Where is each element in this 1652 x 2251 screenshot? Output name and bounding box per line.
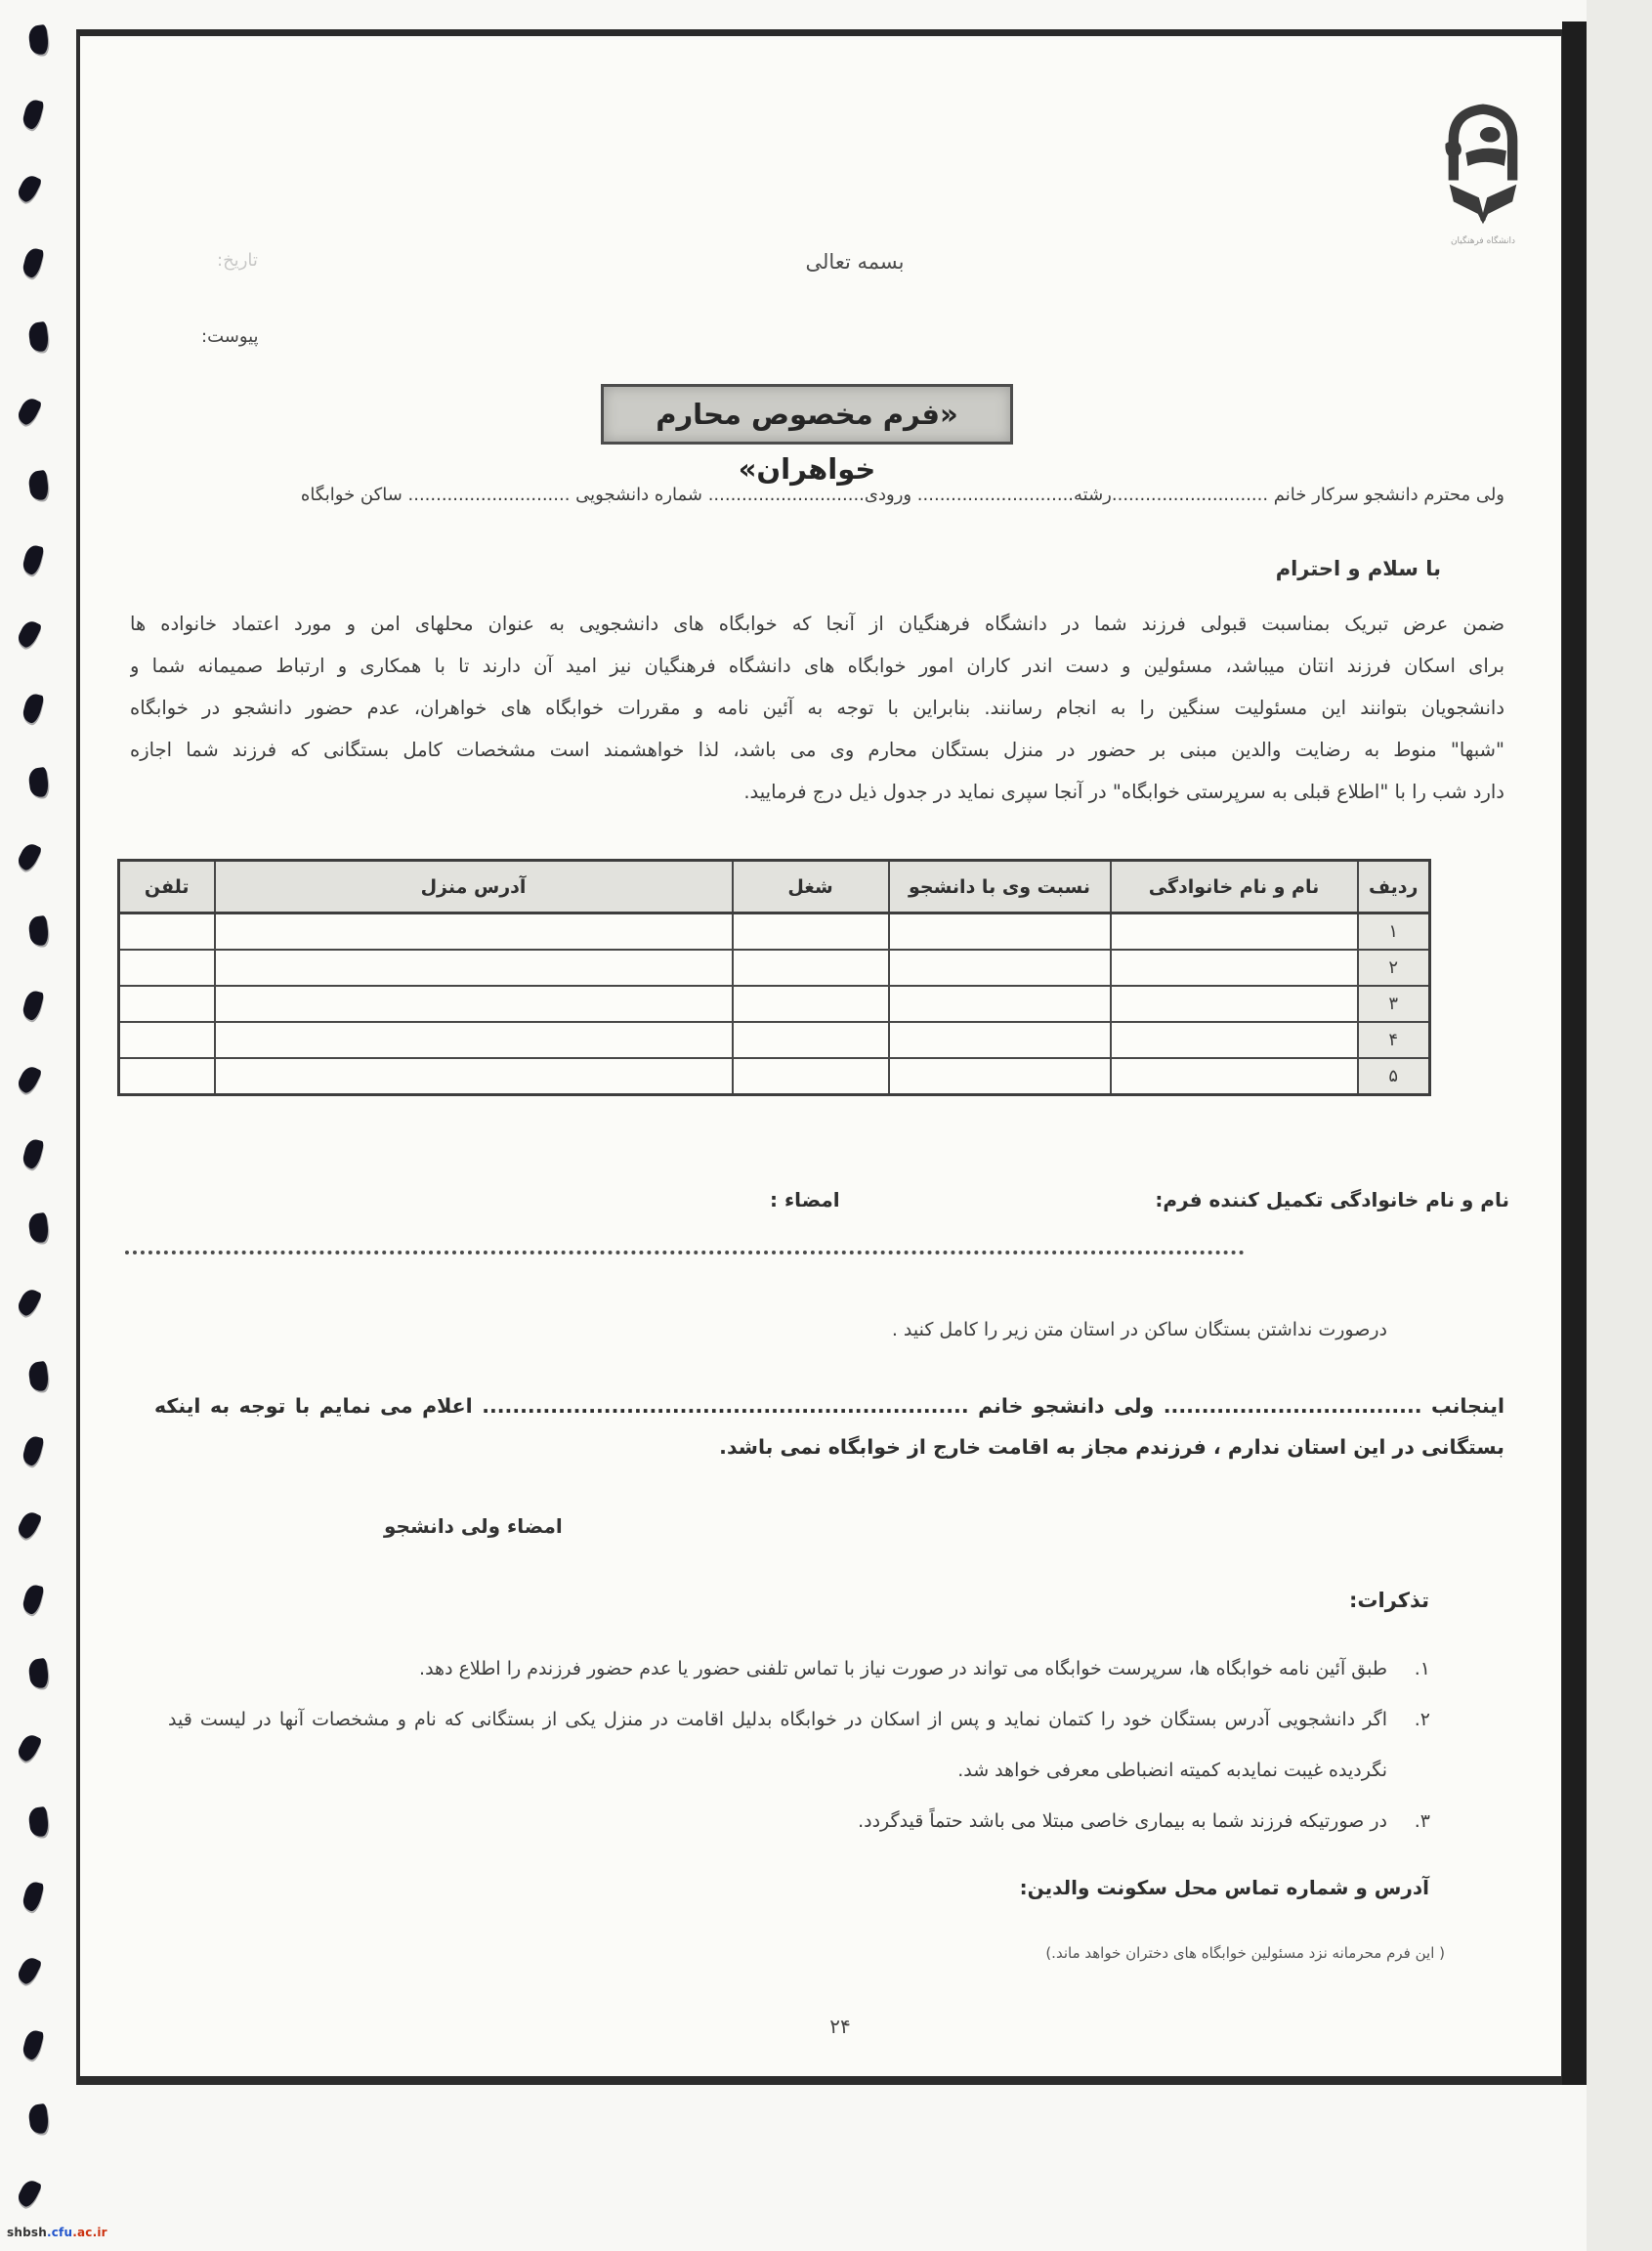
binding-coil-mark [27,1658,50,1689]
university-emblem-icon [1432,98,1534,234]
body-paragraph [130,603,1504,813]
binding-coil-mark [27,1806,50,1838]
parents-address-heading: آدرس و شماره تماس محل سکونت والدین: [1019,1876,1429,1899]
empty-cell [733,950,889,986]
col-header-relation: نسبت وی با دانشجو [889,861,1111,913]
binding-coil-mark [16,841,43,872]
note-item [168,1694,1430,1796]
watermark-part: shbsh [7,2226,47,2239]
binding-coil-mark [16,173,43,204]
row-number-cell: ۳ [1358,986,1430,1022]
empty-cell [1111,986,1358,1022]
relatives-table [117,859,1431,1096]
binding-coil-mark [21,246,45,278]
binding-coil-mark [21,98,45,130]
binding-coil-mark [21,1880,45,1912]
body-line: برای اسکان فرزند انتان میباشد، مسئولین و دست اندر کاران امور خوابگاه های دانشگاه فرهنگیان نیز امید آن دارند تا با همکاری و ارتباط صمیمانه شما و [130,655,1504,677]
declaration-line: اینجانب .................................. ولی دانشجو خانم ................................................................ اعلام می نمایم با توجه به اینکه [154,1394,1504,1418]
empty-cell [733,913,889,951]
empty-cell [1111,1058,1358,1095]
farhangian-university-logo [1419,98,1547,269]
empty-cell [215,950,733,986]
scan-edge-shadow [1562,21,1587,2085]
empty-cell [889,950,1111,986]
binding-coil-mark [27,24,50,56]
guardian-declaration [154,1385,1504,1467]
binding-coil-mark [16,1064,43,1095]
confidential-note: ( این فرم محرمانه نزد مسئولین خوابگاه های دختران خواهد ماند.) [1045,1944,1445,1962]
table-row [119,950,1430,986]
binding-coil-mark [21,1583,45,1615]
empty-cell [119,913,215,951]
row-number-cell: ۵ [1358,1058,1430,1095]
empty-cell [215,1058,733,1095]
logo-caption: دانشگاه فرهنگیان [1450,236,1516,246]
date-label: تاریخ: [217,250,258,271]
binding-coil-mark [16,1509,43,1541]
note-number: ۲. [1414,1709,1430,1730]
binding-coil-mark [27,915,50,947]
table-row [119,1058,1430,1095]
dotted-fill-line [125,1251,1245,1254]
row-number-cell: ۴ [1358,1022,1430,1058]
binding-coil-mark [27,767,50,798]
binding-coil-mark [16,396,43,427]
table-row [119,1022,1430,1058]
form-title: «فرم مخصوص محارم خواهران» [601,384,1013,445]
body-line: ضمن عرض تبریک بمناسبت قبولی فرزند شما در دانشگاه فرهنگیان از آنجا که خوابگاه های دانشجویی به عنوان محلهای امن و مورد اعتماد خانواده ها [130,613,1504,635]
empty-cell [215,1022,733,1058]
page-number: ۲۴ [829,2015,851,2038]
binding-coils [16,25,66,2243]
binding-coil-mark [16,1955,43,1986]
binding-coil-mark [27,1212,50,1244]
binding-coil-mark [21,543,45,575]
empty-cell [889,913,1111,951]
body-line: دانشجویان بتوانند این مسئولیت سنگین را به انجام رسانند. بنابراین با توجه به آئین نامه و مقررات خوابگاه های خواهران، عدم حضور دانشجو در خوابگاه [130,697,1504,719]
notes-heading: تذکرات: [1349,1589,1429,1612]
note-number: ۱. [1414,1658,1430,1679]
salutation-heading: با سلام و احترام [1275,557,1441,580]
binding-coil-mark [21,989,45,1021]
watermark-part: .cfu [46,2226,73,2239]
body-line: دارد شب را با "اطلاع قبلی به سرپرستی خوابگاه" در آنجا سپری نماید در جدول ذیل درج فرمایید. [743,781,1504,803]
binding-coil-mark [21,1137,45,1169]
empty-cell [1111,1022,1358,1058]
body-line: "شبها" منوط به رضایت والدین مبنی بر حضور در منزل بستگان محارم وی می باشد، لذا خواهشمند است مشخصات کامل بستگانی که فرزند شما اجازه [130,739,1504,761]
empty-cell [1111,950,1358,986]
signature-label: امضاء : [770,1188,840,1211]
table-row [119,913,1430,951]
table-header-row [119,861,1430,913]
note-text: طبق آئین نامه خوابگاه ها، سرپرست خوابگاه می تواند در صورت نیاز با تماس تلفنی حضور یا عدم حضور فرزندم را اطلاع دهد. [419,1658,1387,1679]
table-row [119,986,1430,1022]
binding-coil-mark [27,470,50,501]
binding-coil-mark [27,2103,50,2135]
scan-right-margin [1587,0,1652,2251]
empty-cell [889,986,1111,1022]
empty-cell [119,1022,215,1058]
declaration-line: بستگانی در این استان ندارم ، فرزندم مجاز به اقامت خارج از خوابگاه نمی باشد. [719,1435,1504,1459]
addressee-fill-in-line: ولی محترم دانشجو سرکار خانم ............................رشته............................ ورودی............................ شماره دانشجویی ............................. ساکن خوابگاه [300,485,1504,505]
binding-coil-mark [21,1434,45,1466]
empty-cell [733,1058,889,1095]
col-header-phone: تلفن [119,861,215,913]
guardian-signature-label: امضاء ولی دانشجو [384,1514,563,1538]
empty-cell [119,986,215,1022]
col-header-row-number: ردیف [1358,861,1430,913]
note-item [168,1643,1430,1694]
notes-list [168,1643,1430,1847]
attachment-label: پیوست: [201,326,259,347]
col-header-home-address: آدرس منزل [215,861,733,913]
binding-coil-mark [21,692,45,724]
form-completer-name-label: نام و نام خانوادگی تکمیل کننده فرم: [1155,1188,1509,1211]
empty-cell [119,950,215,986]
binding-coil-mark [27,1361,50,1392]
empty-cell [215,913,733,951]
binding-coil-mark [21,2028,45,2060]
no-relatives-instruction: درصورت نداشتن بستگان ساکن در استان متن زیر را کامل کنید . [891,1319,1387,1340]
col-header-full-name: نام و نام خانوادگی [1111,861,1358,913]
row-number-cell: ۲ [1358,950,1430,986]
bismillah-heading: بسمه تعالی [805,250,905,274]
note-text: اگر دانشجویی آدرس بستگان خود را کتمان نماید و پس از اسکان در خوابگاه بدلیل اقامت در منزل یکی از بستگانی که نام و مشخصات آنها در لیست قید نگردیده غیبت نمایدبه کمیته انضباطی معرفی خواهد شد. [168,1709,1387,1781]
empty-cell [119,1058,215,1095]
binding-coil-mark [16,2178,43,2209]
empty-cell [215,986,733,1022]
empty-cell [733,1022,889,1058]
note-text: در صورتیکه فرزند شما به بیماری خاصی مبتلا می باشد حتماً قیدگردد. [858,1810,1387,1832]
note-number: ۳. [1414,1810,1430,1832]
empty-cell [889,1022,1111,1058]
empty-cell [889,1058,1111,1095]
row-number-cell: ۱ [1358,913,1430,951]
note-item [168,1796,1430,1847]
binding-coil-mark [27,321,50,353]
binding-coil-mark [16,1287,43,1318]
empty-cell [1111,913,1358,951]
watermark-part: .ac.ir [72,2226,107,2239]
binding-coil-mark [16,1732,43,1763]
col-header-occupation: شغل [733,861,889,913]
binding-coil-mark [16,618,43,650]
empty-cell [733,986,889,1022]
